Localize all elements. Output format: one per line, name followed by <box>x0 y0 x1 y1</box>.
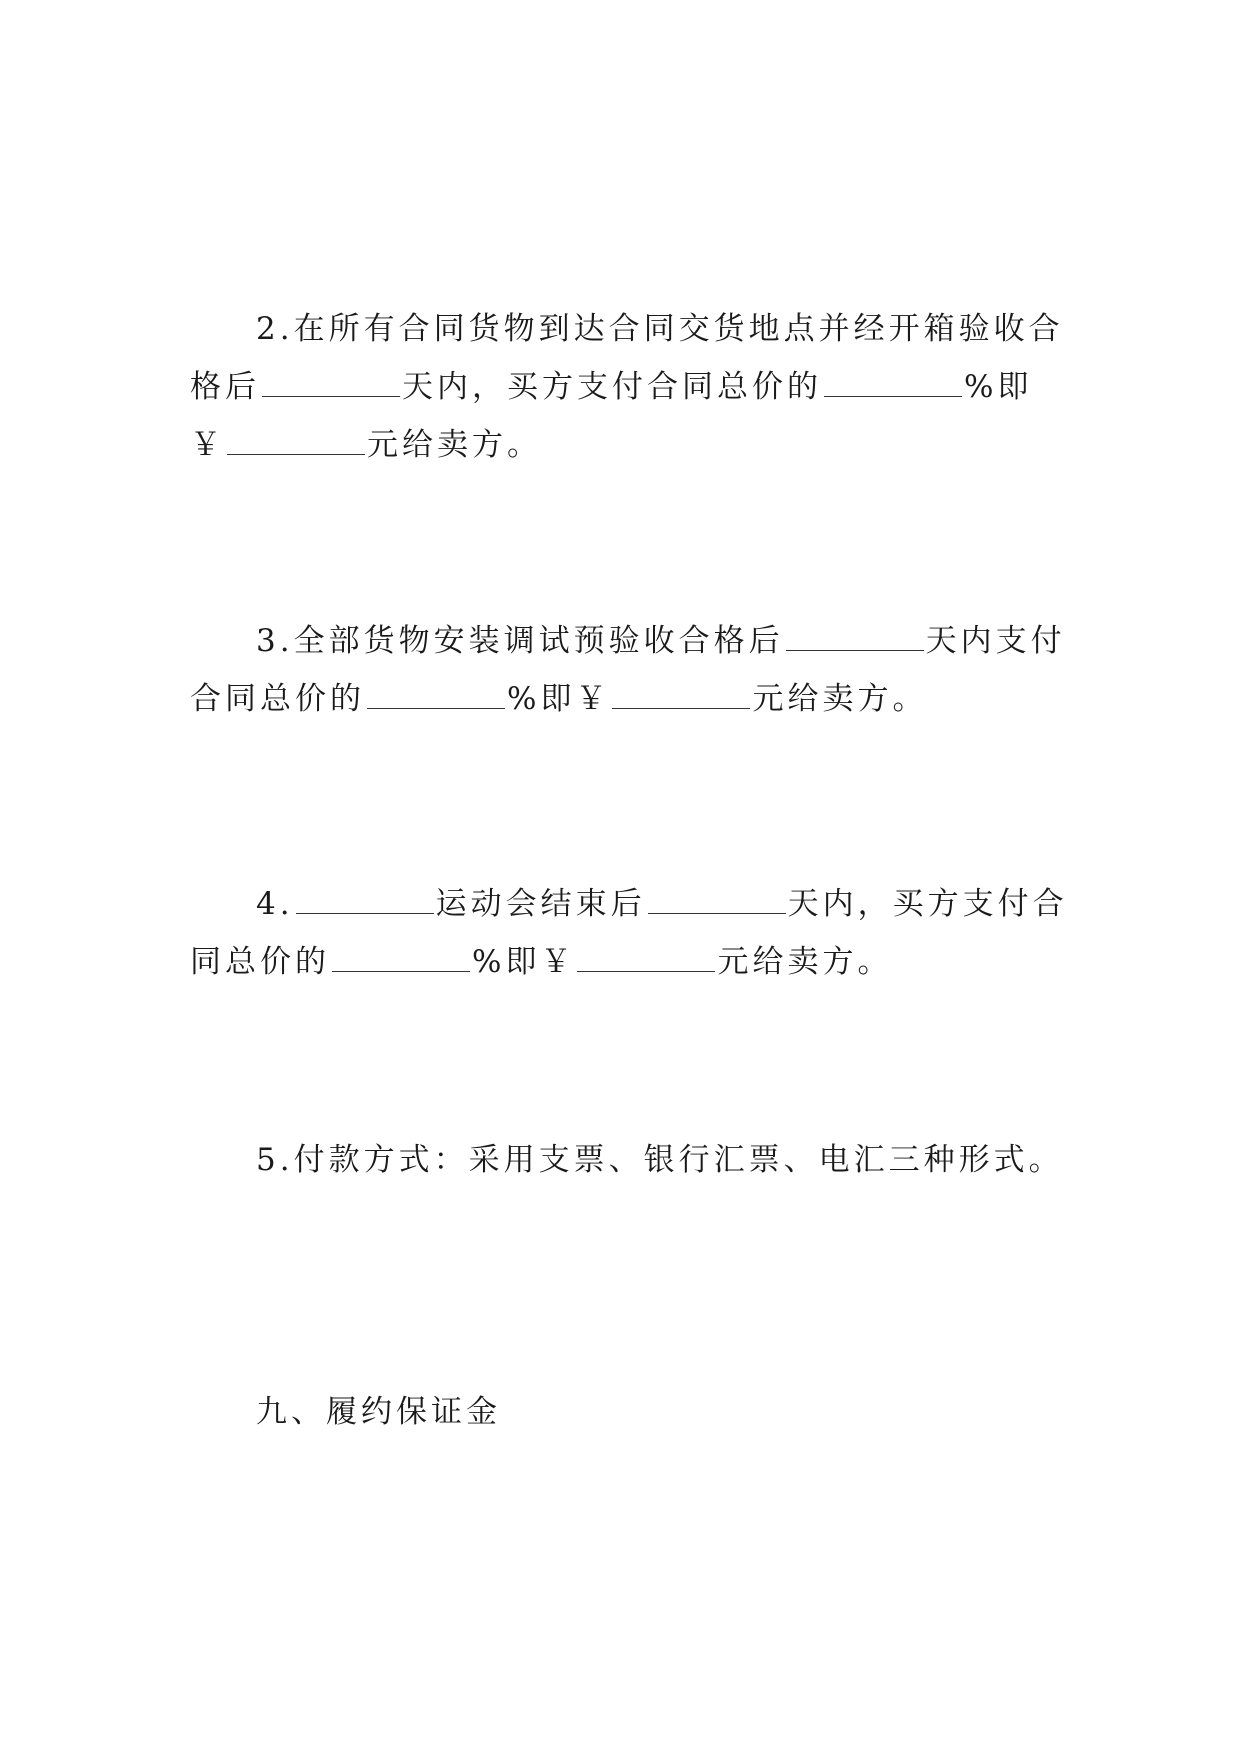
clause-2 <box>190 300 1064 474</box>
fill-in-blank[interactable] <box>612 682 750 709</box>
section-heading: 九、履约保证金 <box>256 1394 501 1430</box>
clause-text: 运动会结束后 <box>435 886 646 922</box>
fill-in-blank[interactable] <box>648 887 786 914</box>
clause-text: 2.在所有合同货物到达合同交货地点并经开箱验收合 <box>256 311 1064 347</box>
clause-text: 3.全部货物安装调试预验收合格后 <box>256 623 784 659</box>
fill-in-blank[interactable] <box>262 370 400 397</box>
clause-text: 元给卖方。 <box>717 944 893 980</box>
clause-2-line-3 <box>190 416 1050 474</box>
clause-4-line-2 <box>190 933 1050 991</box>
clause-text: 元给卖方。 <box>367 427 542 463</box>
fill-in-blank[interactable] <box>227 428 365 455</box>
clause-2-line-1 <box>190 300 1064 358</box>
clause-4-line-1 <box>190 875 1068 933</box>
clause-3-line-2 <box>190 670 1050 728</box>
clause-text: 5.付款方式：采用支票、银行汇票、电汇三种形式。 <box>256 1142 1064 1178</box>
clause-text: 天内支付 <box>925 623 1066 659</box>
fill-in-blank[interactable] <box>786 624 924 651</box>
clause-text: %即￥ <box>472 944 576 980</box>
clause-text: 元给卖方。 <box>752 681 928 717</box>
fill-in-blank[interactable] <box>577 945 715 972</box>
clause-text: 4. <box>256 886 294 922</box>
clause-text: %即￥ <box>507 681 611 717</box>
clause-3-line-1 <box>190 612 1066 670</box>
clause-5 <box>190 1131 1064 1189</box>
fill-in-blank[interactable] <box>332 945 470 972</box>
clause-text: 同总价的 <box>190 944 330 980</box>
clause-4 <box>190 875 1068 991</box>
clause-text: %即 <box>964 369 1033 405</box>
clause-2-line-2 <box>190 358 1050 416</box>
fill-in-blank[interactable] <box>296 887 434 914</box>
clause-3 <box>190 612 1066 728</box>
clause-text: 格后 <box>190 369 260 405</box>
fill-in-blank[interactable] <box>367 682 505 709</box>
fill-in-blank[interactable] <box>824 370 962 397</box>
clause-text: 天内，买方支付合 <box>787 886 1068 922</box>
clause-text: 合同总价的 <box>190 681 365 717</box>
clause-text: ￥ <box>190 427 225 463</box>
clause-5-line-1 <box>190 1131 1064 1189</box>
clause-text: 天内，买方支付合同总价的 <box>402 369 822 405</box>
